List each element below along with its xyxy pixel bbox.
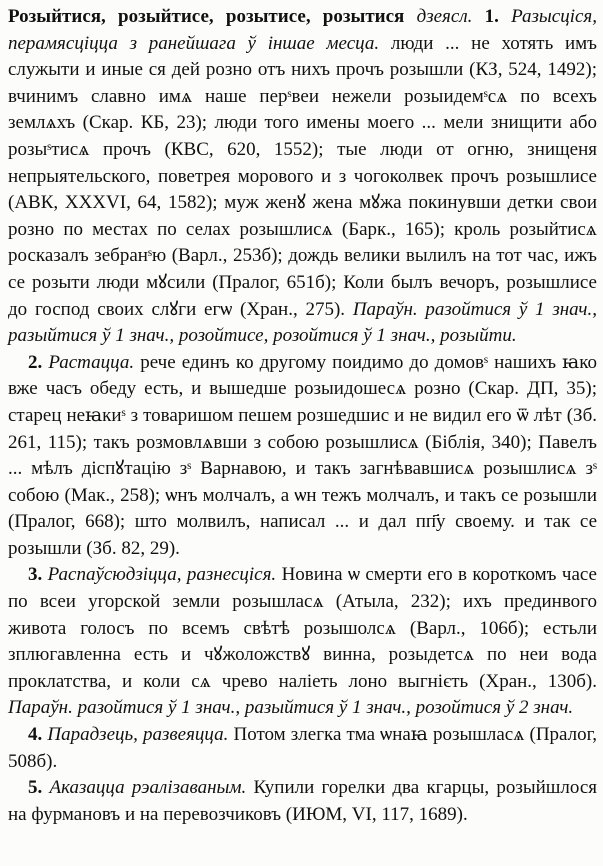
sense-citations: люди ... не хотять имъ служыти и иные ся дей розно отъ нихъ прочъ розышли (КЗ, 524, 1492); вчинимъ славно имѧ наше перˢвеи нежели розыидемˢсѧ по всехъ землѧхъ (Скар. КБ, 23); люди того имены моего ... мели знищити або розыˢтисѧ прочъ (КВС, 620, 1552); тые люди от огню, знищеня непрыятельского, поветрея морового и з чогоколвек прочъ розышлисе (АВК, XXXVI, 64, 1582); муж женꙋ жена мꙋжа покинувши детки свои розно по местах по селах розышлисѧ (Барк., 165); кроль розыйтисѧ росказалъ зебранˢю (Варл., 253б); дождь велики вылилъ на тот час, ижъ се розыти люди мꙋсили (Пралог, 651б); Коли былъ вечоръ, розышлисе до господ своих слꙋги егѡ (Хран., 275).	[8, 32, 598, 320]
sense-number: 2.	[28, 351, 43, 373]
sense-2	[8, 350, 597, 563]
sense-1	[8, 4, 597, 350]
sense-5	[8, 775, 597, 828]
sense-citations: Потом злегка тма ѡнаꙗ розышласѧ (Пралог, 508б).	[8, 724, 598, 772]
sense-citations: Купили горелки два кгарцы, розыйшлося на фурмановъ и на перевозчиковъ (ИЮМ, VI, 117, 1689).	[8, 777, 598, 825]
sense-variants: Параўн. разойтися ў 1 знач., разыйтися ў 1 знач., розойтисе, розойтися ў 1 знач., розыйти.	[8, 298, 597, 347]
sense-number: 5.	[28, 777, 43, 799]
sense-citations: Новина ѡ смерти его в короткомъ часе по всеи угорской земли розышласѧ (Атыла, 232); ихъ прединвого живота голосъ по всемъ свѣтѣ розышолсѧ (Варл., 106б); естьли зплюгавленна есть и чꙋжоложствꙋ винна, розыдетсѧ по неи вода проклатства, и коли сѧ чрево наліеть лоно выгнієть (Хран., 130б).	[8, 564, 597, 692]
sense-gloss: Аказацца рэалізаваным.	[49, 777, 247, 799]
sense-gloss: Растацца.	[48, 351, 135, 373]
sense-gloss: Парадзець, развеяцца.	[47, 724, 229, 746]
headword: Розыйтися, розыйтисе, розытисе, розытися	[8, 6, 405, 27]
sense-variants: Параўн. разойтися ў 1 знач., разыйтися ў 1 знач., розойтися ў 2 знач.	[8, 697, 574, 719]
sense-4	[8, 722, 597, 775]
sense-number: 4.	[28, 724, 43, 746]
sense-3	[8, 562, 597, 722]
sense-gloss: Разысціся, перамясціцца з ранейшага ў іншае месца.	[8, 6, 597, 54]
part-of-speech: дзеясл.	[416, 6, 473, 27]
sense-citations: рече единъ ко другому поидимо до домовˢ нашихъ ꙗко вже часъ обеду есть, и вышедше розыидошесѧ розно (Скар. ДП, 35); старец неꙗкиˢ з товаришом пешем розшедшис и не видил его ѿ лѣт (Зб. 261, 115); такъ розмовлѧвши з собою розышлисѧ (Біблія, 340); Павелъ ... мѣлъ діспꙋтацію зˢ Варнавою, и такъ загнѣвавшисѧ розышлисѧ зˢ собою (Мак., 258); ѡнъ молчалъ, а ѡн тежъ молчалъ, и такъ се розышли (Пралог, 668); што молвилъ, написал ... и дал пп҃у своему. и так се розышли (Зб. 82, 29).	[8, 351, 598, 559]
sense-number: 1.	[484, 6, 499, 27]
sense-gloss: Распаўсюдзіцца, разнесціся.	[47, 564, 277, 586]
sense-number: 3.	[28, 564, 43, 586]
